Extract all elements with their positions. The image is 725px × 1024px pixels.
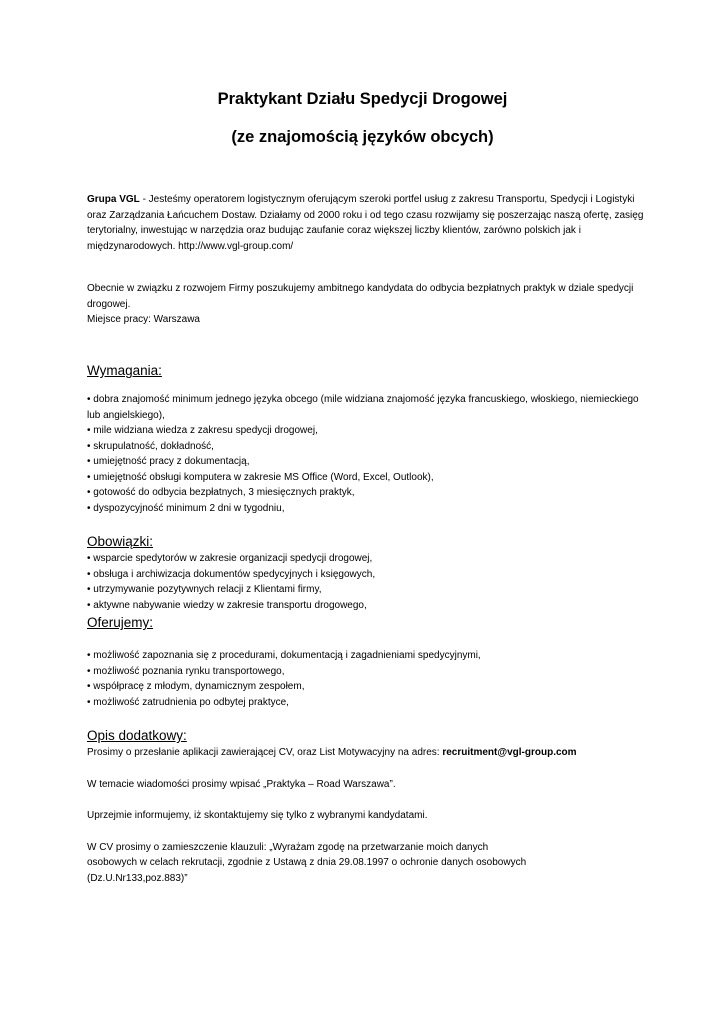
job-title: Praktykant Działu Spedycji Drogowej xyxy=(217,90,508,108)
bullet-marker: • xyxy=(87,696,91,708)
duty-item xyxy=(87,551,647,567)
requirement-item xyxy=(87,392,647,423)
duty-item-text: wsparcie spedytorów w zakresie organizacji spedycji drogowej, xyxy=(93,553,373,564)
contact-text: Uprzejmie informujemy, iż skontaktujemy się tylko z wybranymi kandydatami. xyxy=(87,810,428,821)
bullet-marker: • xyxy=(87,599,91,611)
work-location: Miejsce pracy: Warszawa xyxy=(87,314,200,325)
offer-list xyxy=(87,648,647,710)
duty-item-text: obsługa i archiwizacja dokumentów spedycyjnych i księgowych, xyxy=(93,568,376,580)
duty-item xyxy=(87,598,647,614)
requirement-item-text: gotowość do odbycia bezpłatnych, 3 miesięcznych praktyk, xyxy=(93,487,355,498)
apply-text: Prosimy o przesłanie aplikacji zawierającej CV, oraz List Motywacyjny na adres: xyxy=(87,747,443,758)
requirement-item xyxy=(87,454,647,470)
requirement-item xyxy=(87,439,647,455)
offer-heading: Oferujemy: xyxy=(87,615,154,630)
bullet-marker: • xyxy=(87,394,91,405)
additional-section xyxy=(87,745,647,886)
bullet-marker: • xyxy=(87,502,91,514)
requirement-item xyxy=(87,485,647,501)
duty-item xyxy=(87,582,647,598)
requirement-item-text: umiejętność pracy z dokumentacją, xyxy=(93,456,250,467)
requirement-item xyxy=(87,501,647,517)
duty-item xyxy=(87,567,647,583)
company-description: - Jesteśmy operatorem logistycznym oferującym szeroki portfel usług z zakresu Transportu, Spedycji i Logistyki oraz Zarządzania Łańcuchem Dostaw. Działamy od 2000 roku i od tego czasu rozwijamy się poszerzając naszą ofertę, zasięg terytorialny, inwestując w narzędzia oraz budując zaufanie coraz większej liczby klientów, zarówno polskich jak i międzynarodowych. http://www.vgl-group.com/ xyxy=(87,194,644,252)
duty-item-text: utrzymywanie pozytywnych relacji z Klientami firmy, xyxy=(93,584,322,595)
clause-line-1: W CV prosimy o zamieszczenie klauzuli: „Wyrażam zgodę na przetwarzanie moich danych xyxy=(87,841,489,853)
bullet-marker: • xyxy=(87,584,91,595)
additional-heading: Opis dodatkowy: xyxy=(87,728,187,743)
requirement-item-text: dobra znajomość minimum jednego języka obcego (mile widziana znajomość języka francuskiego, włoskiego, niemieckiego lub angielskiego), xyxy=(87,394,639,421)
requirement-item-text: dyspozycyjność minimum 2 dni w tygodniu, xyxy=(93,502,285,514)
offer-item-text: możliwość zapoznania się z procedurami, dokumentacją i zagadnieniami spedycyjnymi, xyxy=(93,650,481,661)
clause-line-3: (Dz.U.Nr133,poz.883)” xyxy=(87,872,188,884)
requirements-section xyxy=(87,392,647,516)
company-name: Grupa VGL xyxy=(87,194,140,205)
offer-section xyxy=(87,648,647,710)
offer-item-text: współpracę z młodym, dynamicznym zespołem, xyxy=(93,681,305,692)
offer-item-text: możliwość zatrudnienia po odbytej praktyce, xyxy=(93,696,289,708)
requirements-list xyxy=(87,392,647,516)
announcement xyxy=(87,281,647,328)
offer-item xyxy=(87,679,647,695)
bullet-marker: • xyxy=(87,456,91,467)
job-subtitle: (ze znajomością języków obcych) xyxy=(231,128,494,146)
bullet-marker: • xyxy=(87,425,91,436)
duty-item-text: aktywne nabywanie wiedzy w zakresie transportu drogowego, xyxy=(93,599,367,611)
bullet-marker: • xyxy=(87,471,91,483)
bullet-marker: • xyxy=(87,650,91,661)
duties-section xyxy=(87,551,647,613)
recruitment-email[interactable]: recruitment@vgl-group.com xyxy=(442,747,577,758)
duties-heading: Obowiązki: xyxy=(87,534,154,549)
offer-item xyxy=(87,664,647,680)
offer-item xyxy=(87,648,647,664)
bullet-marker: • xyxy=(87,487,91,498)
bullet-marker: • xyxy=(87,440,91,452)
bullet-marker: • xyxy=(87,568,91,580)
duties-list xyxy=(87,551,647,613)
bullet-marker: • xyxy=(87,681,91,692)
bullet-marker: • xyxy=(87,553,91,564)
requirement-item xyxy=(87,470,647,486)
offer-item-text: możliwość poznania rynku transportowego, xyxy=(93,665,285,677)
subject-text: W temacie wiadomości prosimy wpisać „Praktyka – Road Warszawa”. xyxy=(87,778,396,790)
offer-item xyxy=(87,695,647,711)
requirements-heading: Wymagania: xyxy=(87,363,162,378)
requirement-item xyxy=(87,423,647,439)
requirement-item-text: umiejętność obsługi komputera w zakresie MS Office (Word, Excel, Outlook), xyxy=(93,471,434,483)
requirement-item-text: mile widziana wiedza z zakresu spedycji drogowej, xyxy=(93,425,318,436)
announcement-text: Obecnie w związku z rozwojem Firmy poszukujemy ambitnego kandydata do odbycia bezpłatnych praktyk w dziale spedycji drogowej. xyxy=(87,283,634,310)
bullet-marker: • xyxy=(87,665,91,677)
clause-line-2: osobowych w celach rekrutacji, zgodnie z Ustawą z dnia 29.08.1997 o ochronie danych osobowych xyxy=(87,857,527,868)
company-intro xyxy=(87,192,647,254)
requirement-item-text: skrupulatność, dokładność, xyxy=(93,440,214,452)
